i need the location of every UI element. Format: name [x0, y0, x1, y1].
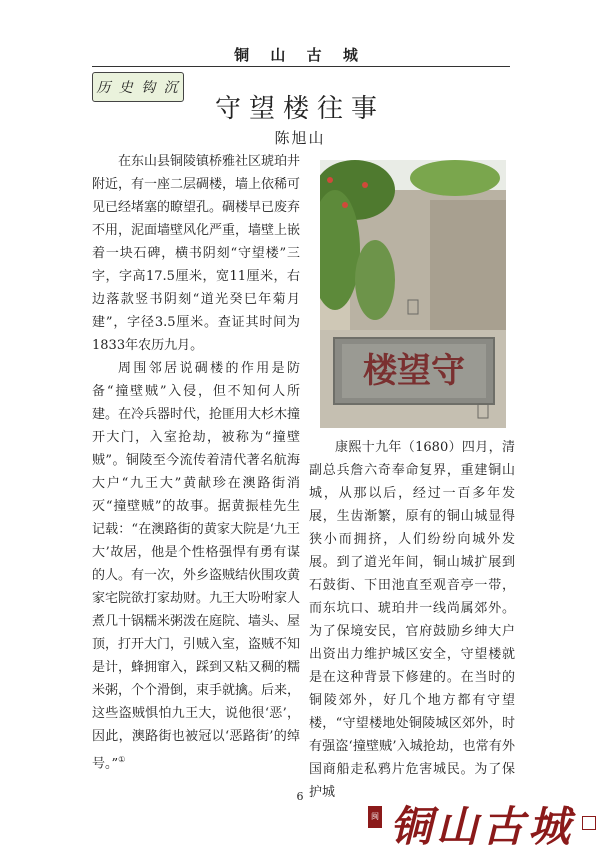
article-title: 守望楼往事 — [214, 94, 385, 124]
paragraph — [92, 357, 300, 775]
footnote-mark: ① — [118, 755, 126, 764]
seal-character: 闽 — [371, 812, 379, 821]
footer-logo-text: 铜山古城 — [390, 802, 575, 851]
plaque-inscription: 楼望守 — [363, 351, 465, 391]
corner-seal-mark — [582, 816, 596, 830]
left-column — [92, 150, 300, 775]
column-tag-label: 历 史 钩 沉 — [96, 80, 180, 96]
header-rule — [92, 66, 510, 67]
paragraph: 康熙十九年（1680）四月，清副总兵詹六奇奉命复界，重建铜山城，从那以后，经过一百多年发展，生齿渐繁，原有的铜山城显得狭小而拥挤，人们纷纷向城外发展。到了道光年间，铜山城扩展到石鼓街、下田池直至观音亭一带，而东坑口、琥珀井一线尚属郊外。为了保境安民，官府鼓励乡绅大户出资出力维护城区安全，守望楼就是在这种背景下修建的。在当时的铜陵郊外，好几个地方都有守望楼，“守望楼地处铜陵城区郊外，时有强盗‘撞壁贼’入城抢劫，也常有外国商船走私鸦片危害城民。为了保护城 — [309, 440, 515, 800]
right-column — [309, 436, 515, 804]
paragraph-text: 周围邻居说碉楼的作用是防备“撞壁贼”入侵，但不知何人所建。在冷兵器时代，抢匪用大杉木撞开大门，入室抢劫，被称为“撞壁贼”。铜陵至今流传着清代著名航海大户“九王大”黄献珍在澳路街消灭“撞壁贼”的故事。据黄振桂先生记载：“在澳路街的黄家大院是‘九王大’故居，他是个性格强悍有勇有谋的人。有一次，外乡盗贼结伙围攻黄家宅院欲打家劫财。九王大吩咐家人煮几十锅糯米粥泼在庭院、墙头、屋顶，打开大门，引贼入室，盗贼不知是计，蜂拥窜入，踩到又粘又稠的糯米粥，个个滑倒，束手就擒。后来，这些盗贼惧怕九王大，说他很‘恶’，因此，澳路街也被冠以‘恶路街’的绰号。” — [92, 361, 301, 772]
author-name: 陈旭山 — [274, 129, 326, 147]
photo-illustration — [320, 160, 506, 428]
article-photo — [320, 160, 506, 428]
running-header-title: 铜 山 古 城 — [234, 46, 366, 64]
page-number: 6 — [296, 790, 304, 803]
paragraph: 在东山县铜陵镇桥雅社区琥珀井附近，有一座二层碉楼，墙上依稀可见已经堵塞的瞭望孔。碉楼早已废弃不用，泥面墙壁风化严重，墙壁上嵌着一块石碑，横书阴刻“守望楼”三字，字高17.5厘米，宽11厘米，右边落款竖书阴刻“道光癸巳年菊月建”，字径3.5厘米。查证其时间为1833年农历九月。 — [92, 154, 301, 353]
